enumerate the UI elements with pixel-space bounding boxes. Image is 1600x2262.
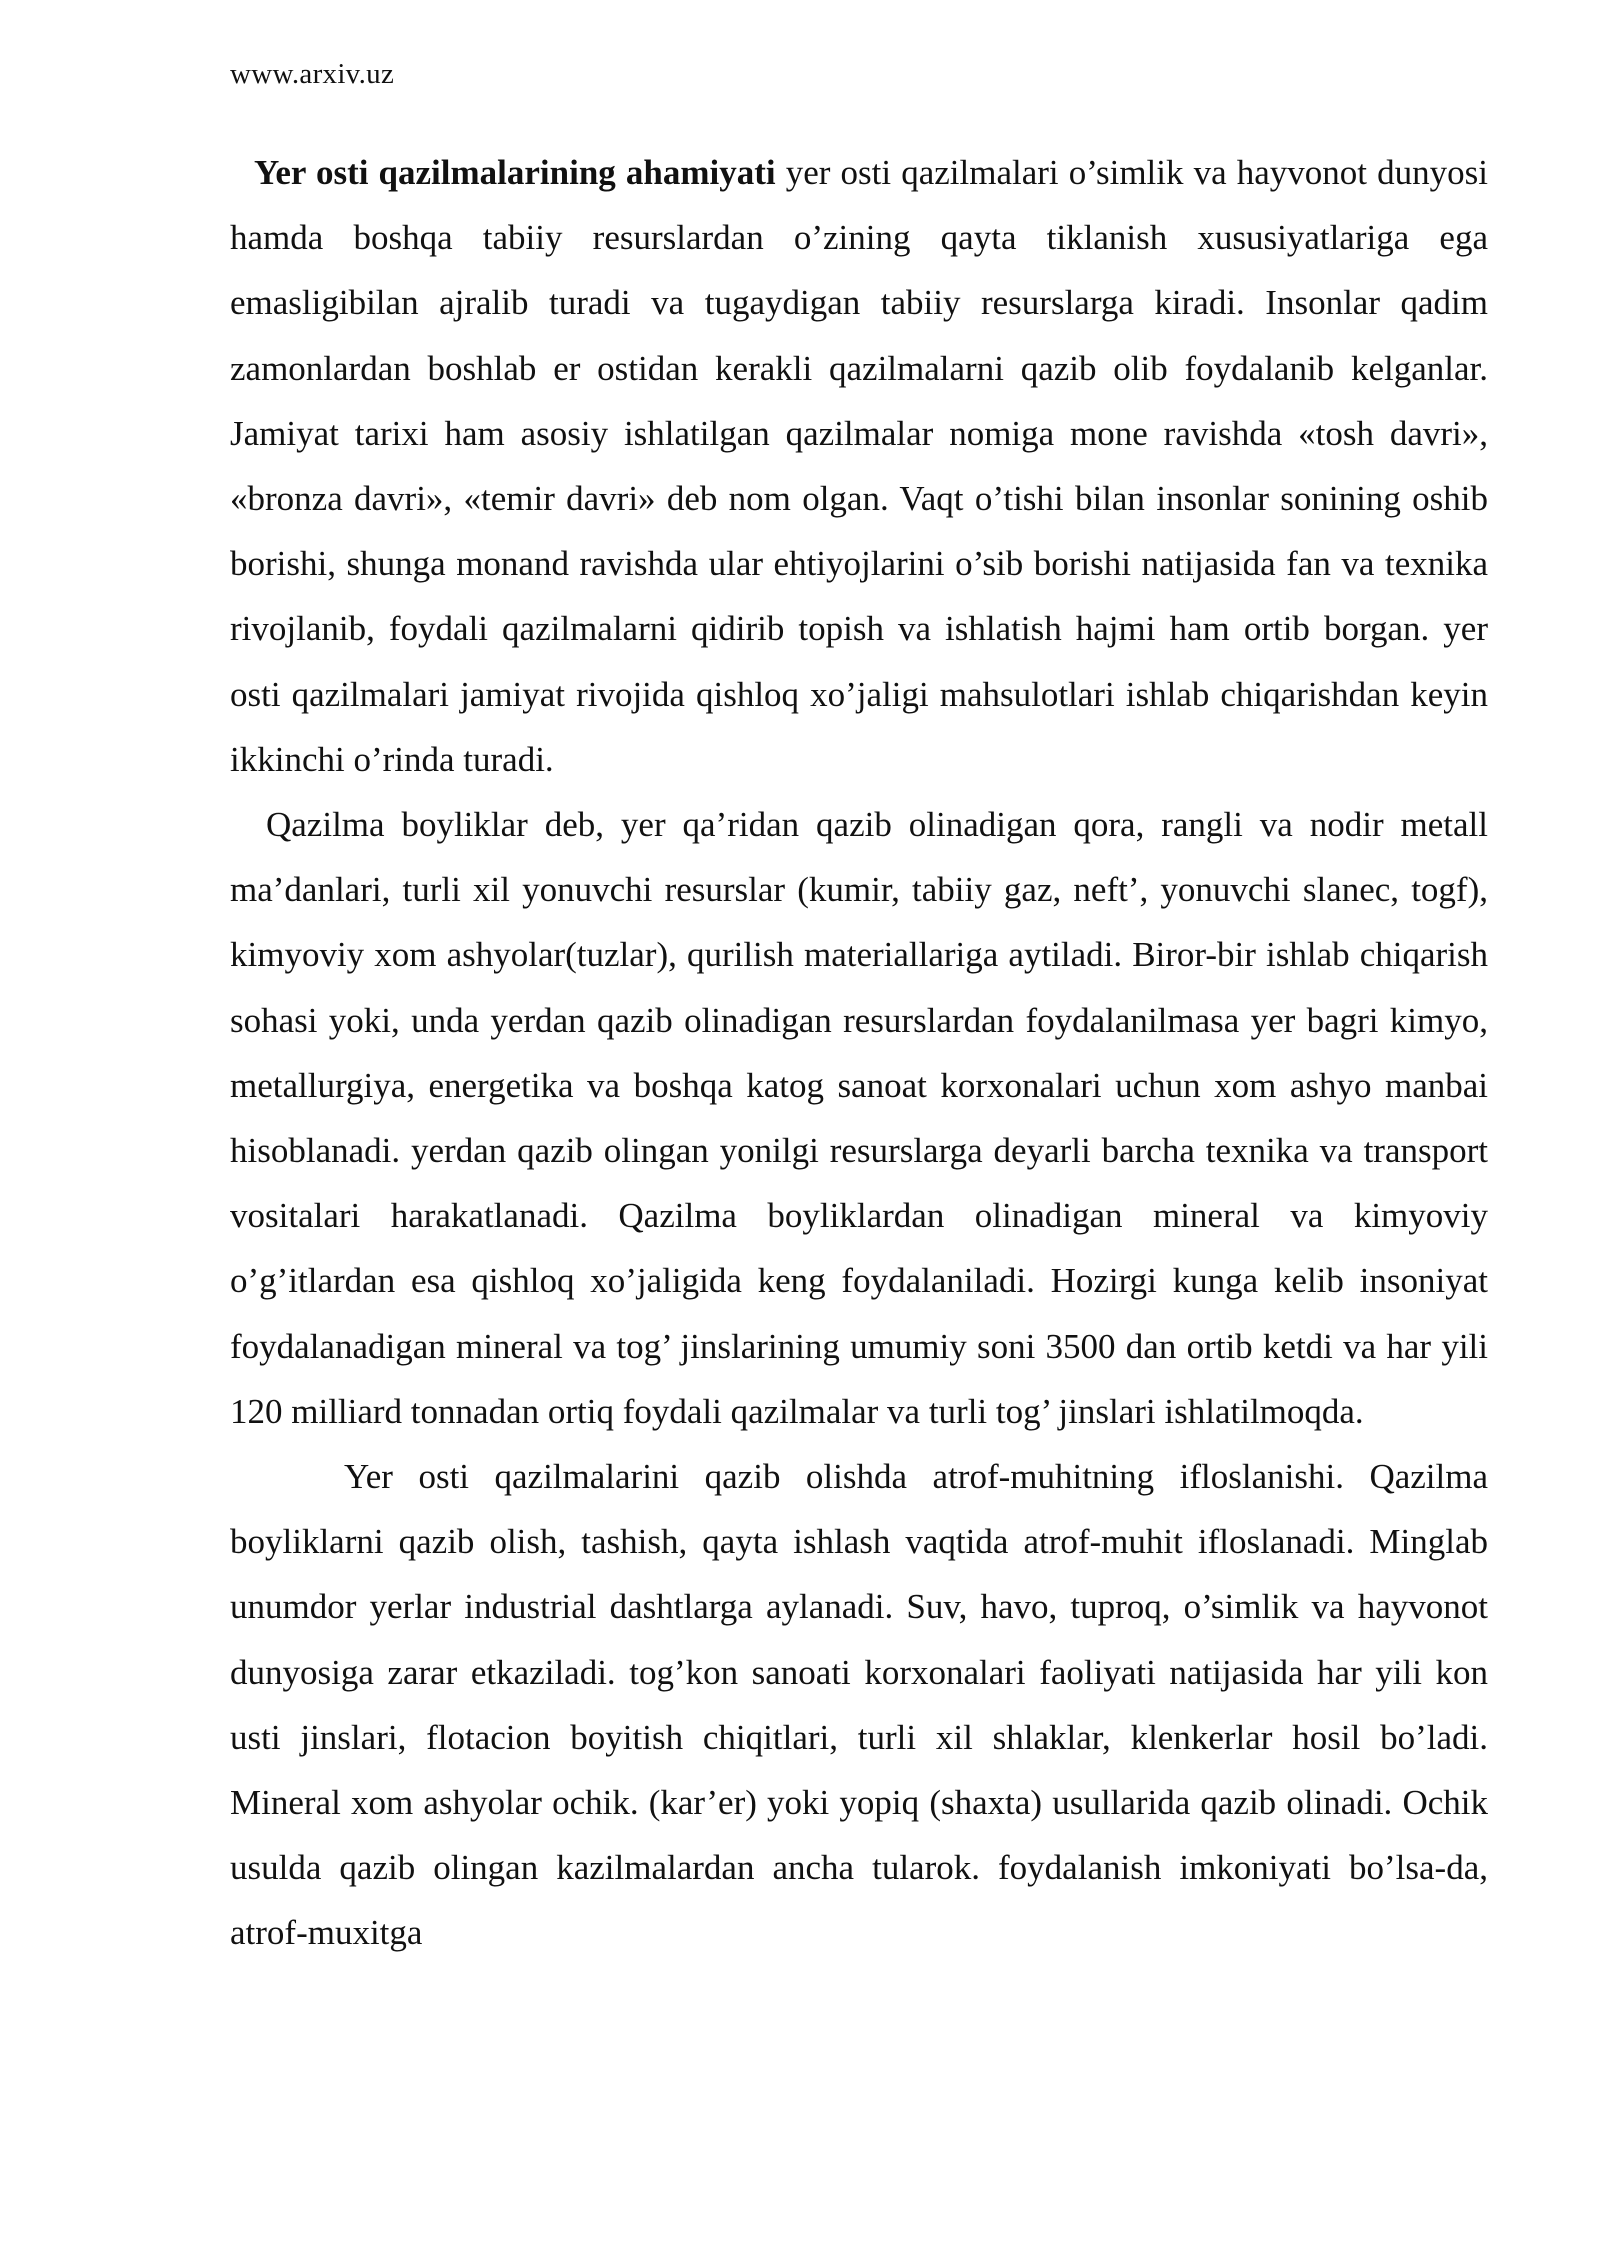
paragraph-importance-of-minerals	[230, 140, 1488, 792]
document-body	[230, 140, 1488, 1966]
paragraph-lead-heading: Yer osti qazilmalarining ahamiyati	[254, 153, 776, 192]
paragraph-mineral-resources-definition: Qazilma boyliklar deb, yer qa’ridan qazib olinadigan qora, rangli va nodir metall ma’danlari, turli xil yonuvchi resurslar (kumir, tabiiy gaz, neft’, yonuvchi slanec, togf), kimyoviy xom ashyolar(tuzlar), qurilish materiallariga aytiladi. Biror-bir ishlab chiqarish sohasi yoki, unda yerdan qazib olinadigan resurslardan foydalanilmasa yer bagri kimyo, metallurgiya, energetika va boshqa katog sanoat korxonalari uchun xom ashyo manbai hisoblanadi. yerdan qazib olingan yonilgi resurslarga deyarli barcha texnika va transport vositalari harakatlanadi. Qazilma boyliklardan olinadigan mineral va kimyoviy o’g’itlardan esa qishloq xo’jaligida keng foydalaniladi. Hozirgi kunga kelib insoniyat foydalanadigan mineral va tog’ jinslarining umumiy soni 3500 dan ortib ketdi va har yili 120 milliard tonnadan ortiq foydali qazilmalar va turli tog’ jinslari ishlatilmoqda.	[230, 805, 1488, 1431]
paragraph-environmental-pollution: Yer osti qazilmalarini qazib olishda atrof-muhitning ifloslanishi. Qazilma boyliklarni qazib olish, tashish, qayta ishlash vaqtida atrof-muhit ifloslanadi. Minglab unumdor yerlar industrial dashtlarga aylanadi. Suv, havo, tuproq, o’simlik va hayvonot dunyosiga zarar etkaziladi. tog’kon sanoati korxonalari faoliyati natijasida har yili kon usti jinslari, flotacion boyitish chiqitlari, turli xil shlaklar, klenkerlar hosil bo’ladi. Mineral xom ashyolar ochik. (kar’er) yoki yopiq (shaxta) usullarida qazib olinadi. Ochik usulda qazib olingan kazilmalardan ancha tularok. foydalanish imkoniyati bo’lsa-da, atrof-muxitga	[230, 1457, 1488, 1953]
source-url-header: www.arxiv.uz	[230, 58, 395, 90]
paragraph-text: yer osti qazilmalari o’simlik va hayvonot dunyosi hamda boshqa tabiiy resurslardan o’zining qayta tiklanish xususiyatlariga ega emasligibilan ajralib turadi va tugaydigan tabiiy resurslarga kiradi. Insonlar qadim zamonlardan boshlab er ostidan kerakli qazilmalarni qazib olib foydalanib kelganlar. Jamiyat tarixi ham asosiy ishlatilgan qazilmalar nomiga mone ravishda «tosh davri», «bronza davri», «temir davri» deb nom olgan. Vaqt o’tishi bilan insonlar sonining oshib borishi, shunga monand ravishda ular ehtiyojlarini o’sib borishi natijasida fan va texnika rivojlanib, foydali qazilmalarni qidirib topish va ishlatish hajmi ham ortib borgan. yer osti qazilmalari jamiyat rivojida qishloq xo’jaligi mahsulotlari ishlab chiqarishdan keyin ikkinchi o’rinda turadi.	[230, 153, 1488, 779]
